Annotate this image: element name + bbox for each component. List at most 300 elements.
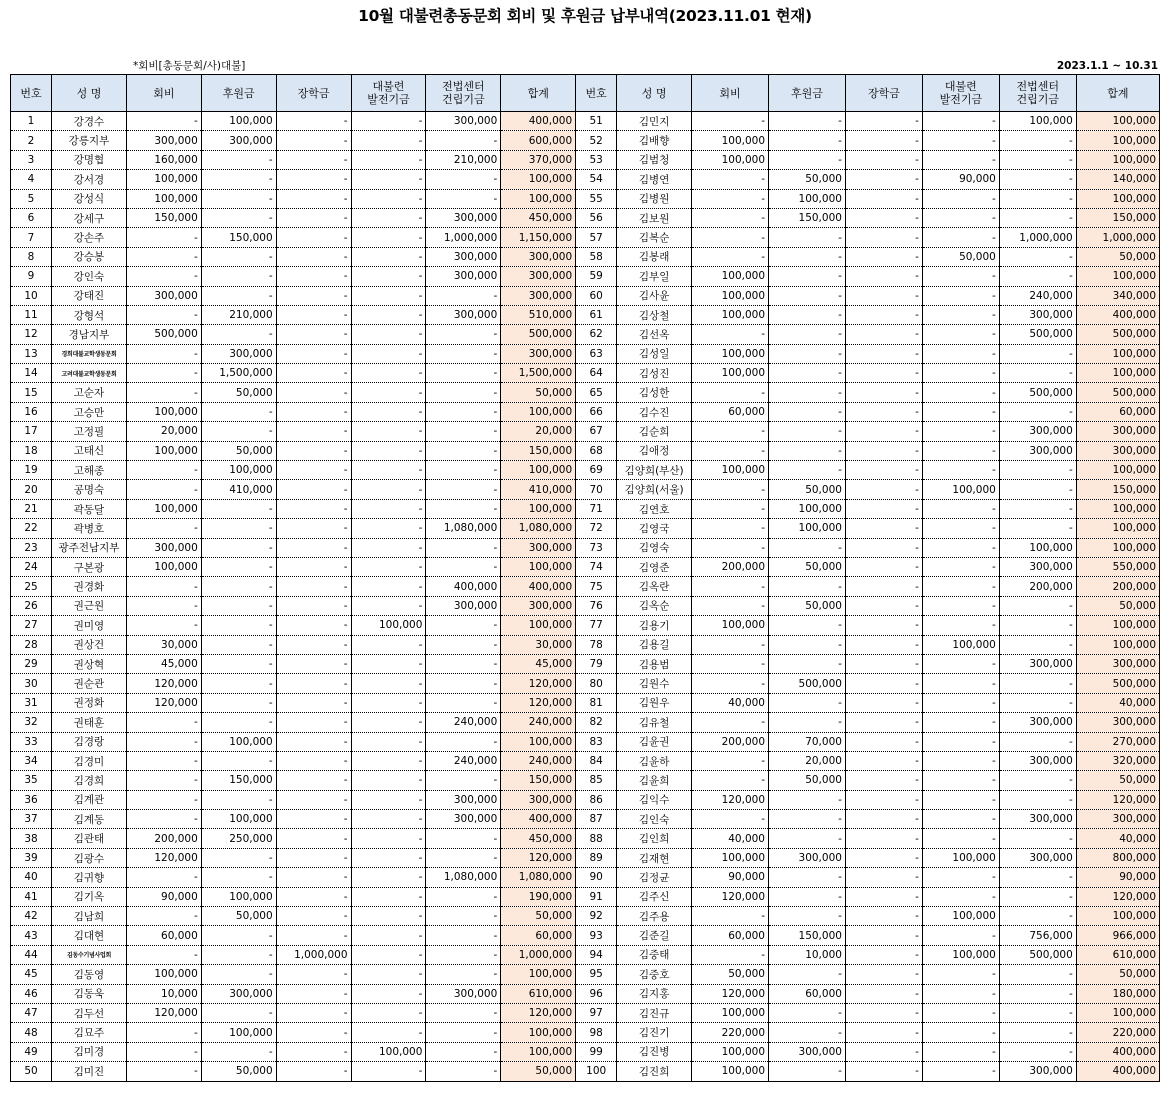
amount-cell: 100,000: [201, 1023, 276, 1042]
name-cell: 김용범: [617, 654, 692, 673]
total-cell: 400,000: [1076, 305, 1159, 324]
name-cell: 김성한: [617, 383, 692, 402]
column-header: 후원금: [201, 75, 276, 112]
amount-cell: -: [351, 868, 426, 887]
amount-cell: -: [426, 422, 501, 441]
amount-cell: -: [769, 907, 846, 926]
amount-cell: -: [845, 112, 922, 131]
total-cell: 180,000: [1076, 984, 1159, 1003]
total-cell: 100,000: [501, 1023, 576, 1042]
row-number-cell: 100: [576, 1062, 617, 1081]
row-number-cell: 56: [576, 208, 617, 227]
column-header: 합계: [1076, 75, 1159, 112]
row-number-cell: 26: [11, 596, 52, 615]
amount-cell: -: [769, 461, 846, 480]
amount-cell: -: [769, 810, 846, 829]
amount-cell: -: [276, 344, 351, 363]
total-cell: 500,000: [501, 325, 576, 344]
name-cell: 김광수: [52, 848, 127, 867]
row-number-cell: 92: [576, 907, 617, 926]
total-cell: 100,000: [1076, 364, 1159, 383]
amount-cell: -: [351, 208, 426, 227]
name-cell: 김보원: [617, 208, 692, 227]
amount-cell: 300,000: [126, 131, 201, 150]
amount-cell: -: [351, 965, 426, 984]
amount-cell: -: [426, 131, 501, 150]
amount-cell: -: [769, 228, 846, 247]
amount-cell: -: [845, 286, 922, 305]
amount-cell: 120,000: [126, 674, 201, 693]
total-cell: 400,000: [1076, 1042, 1159, 1061]
amount-cell: -: [351, 810, 426, 829]
amount-cell: 150,000: [769, 208, 846, 227]
amount-cell: -: [201, 286, 276, 305]
row-number-cell: 52: [576, 131, 617, 150]
column-header: 전법센터 건립기금: [426, 75, 501, 112]
row-number-cell: 23: [11, 538, 52, 557]
row-number-cell: 95: [576, 965, 617, 984]
amount-cell: -: [426, 945, 501, 964]
column-header: 성 명: [52, 75, 127, 112]
row-number-cell: 66: [576, 402, 617, 421]
name-cell: 경희대불교학생동문회: [52, 344, 127, 363]
amount-cell: 100,000: [201, 461, 276, 480]
row-number-cell: 40: [11, 868, 52, 887]
row-number-cell: 71: [576, 499, 617, 518]
amount-cell: -: [426, 907, 501, 926]
amount-cell: 240,000: [426, 713, 501, 732]
total-cell: 190,000: [501, 887, 576, 906]
amount-cell: -: [201, 150, 276, 169]
amount-cell: -: [845, 1003, 922, 1022]
amount-cell: -: [692, 441, 769, 460]
amount-cell: -: [845, 170, 922, 189]
amount-cell: -: [999, 344, 1076, 363]
amount-cell: -: [201, 1042, 276, 1061]
amount-cell: -: [845, 868, 922, 887]
row-number-cell: 7: [11, 228, 52, 247]
amount-cell: -: [201, 965, 276, 984]
amount-cell: 100,000: [999, 538, 1076, 557]
amount-cell: 150,000: [769, 926, 846, 945]
amount-cell: -: [999, 1042, 1076, 1061]
amount-cell: -: [351, 131, 426, 150]
amount-cell: -: [845, 131, 922, 150]
amount-cell: -: [426, 461, 501, 480]
amount-cell: -: [999, 170, 1076, 189]
amount-cell: -: [276, 887, 351, 906]
amount-cell: -: [845, 577, 922, 596]
amount-cell: -: [126, 228, 201, 247]
column-header: 회비: [692, 75, 769, 112]
amount-cell: -: [922, 693, 999, 712]
amount-cell: 10,000: [769, 945, 846, 964]
amount-cell: -: [922, 499, 999, 518]
table-row: [11, 868, 1160, 887]
total-cell: 1,500,000: [501, 364, 576, 383]
amount-cell: -: [351, 519, 426, 538]
amount-cell: -: [276, 208, 351, 227]
amount-cell: 400,000: [426, 577, 501, 596]
amount-cell: -: [845, 926, 922, 945]
name-cell: 김선옥: [617, 325, 692, 344]
total-cell: 100,000: [1076, 616, 1159, 635]
amount-cell: -: [126, 247, 201, 266]
amount-cell: -: [276, 868, 351, 887]
amount-cell: 100,000: [692, 1042, 769, 1061]
amount-cell: -: [426, 635, 501, 654]
amount-cell: -: [201, 596, 276, 615]
amount-cell: -: [426, 829, 501, 848]
row-number-cell: 85: [576, 771, 617, 790]
table-row: [11, 751, 1160, 770]
amount-cell: 300,000: [999, 654, 1076, 673]
amount-cell: -: [999, 402, 1076, 421]
total-cell: 100,000: [1076, 131, 1159, 150]
amount-cell: -: [126, 364, 201, 383]
amount-cell: 100,000: [922, 907, 999, 926]
table-row: [11, 1023, 1160, 1042]
amount-cell: -: [426, 887, 501, 906]
amount-cell: 300,000: [126, 538, 201, 557]
amount-cell: 100,000: [922, 480, 999, 499]
amount-cell: 60,000: [769, 984, 846, 1003]
amount-cell: -: [922, 965, 999, 984]
amount-cell: -: [999, 829, 1076, 848]
amount-cell: 100,000: [692, 131, 769, 150]
name-cell: 김용기: [617, 616, 692, 635]
name-cell: 김진규: [617, 1003, 692, 1022]
amount-cell: -: [692, 771, 769, 790]
amount-cell: -: [276, 247, 351, 266]
amount-cell: -: [845, 965, 922, 984]
amount-cell: -: [351, 305, 426, 324]
amount-cell: -: [201, 751, 276, 770]
table-row: [11, 945, 1160, 964]
amount-cell: -: [351, 674, 426, 693]
row-number-cell: 22: [11, 519, 52, 538]
amount-cell: 100,000: [201, 732, 276, 751]
name-cell: 김중호: [617, 965, 692, 984]
name-cell: 김윤희: [617, 771, 692, 790]
total-cell: 120,000: [1076, 887, 1159, 906]
table-row: [11, 965, 1160, 984]
amount-cell: -: [999, 674, 1076, 693]
row-number-cell: 99: [576, 1042, 617, 1061]
amount-cell: 100,000: [692, 848, 769, 867]
amount-cell: 1,000,000: [426, 228, 501, 247]
amount-cell: -: [351, 1003, 426, 1022]
amount-cell: -: [845, 480, 922, 499]
amount-cell: -: [922, 616, 999, 635]
name-cell: 김원우: [617, 693, 692, 712]
amount-cell: -: [922, 810, 999, 829]
row-number-cell: 63: [576, 344, 617, 363]
total-cell: 1,080,000: [501, 519, 576, 538]
amount-cell: -: [126, 577, 201, 596]
amount-cell: -: [201, 189, 276, 208]
amount-cell: -: [276, 577, 351, 596]
amount-cell: -: [692, 383, 769, 402]
amount-cell: -: [769, 538, 846, 557]
amount-cell: 100,000: [126, 965, 201, 984]
amount-cell: -: [922, 887, 999, 906]
amount-cell: 90,000: [922, 170, 999, 189]
amount-cell: -: [276, 305, 351, 324]
total-cell: 100,000: [1076, 112, 1159, 131]
amount-cell: -: [201, 499, 276, 518]
amount-cell: -: [769, 693, 846, 712]
amount-cell: 500,000: [999, 383, 1076, 402]
header-row: [11, 75, 1160, 112]
amount-cell: 100,000: [126, 557, 201, 576]
amount-cell: -: [845, 674, 922, 693]
amount-cell: -: [351, 402, 426, 421]
amount-cell: -: [351, 325, 426, 344]
amount-cell: -: [999, 887, 1076, 906]
row-number-cell: 24: [11, 557, 52, 576]
amount-cell: -: [276, 480, 351, 499]
table-row: [11, 538, 1160, 557]
amount-cell: 50,000: [692, 965, 769, 984]
amount-cell: -: [692, 751, 769, 770]
total-cell: 100,000: [1076, 519, 1159, 538]
row-number-cell: 82: [576, 713, 617, 732]
table-header: [11, 75, 1160, 112]
total-cell: 300,000: [1076, 654, 1159, 673]
amount-cell: -: [126, 383, 201, 402]
total-cell: 150,000: [501, 441, 576, 460]
amount-cell: -: [351, 286, 426, 305]
amount-cell: -: [351, 635, 426, 654]
amount-cell: -: [845, 790, 922, 809]
amount-cell: -: [351, 170, 426, 189]
amount-cell: -: [201, 790, 276, 809]
total-cell: 300,000: [1076, 422, 1159, 441]
amount-cell: -: [692, 228, 769, 247]
total-cell: 150,000: [501, 771, 576, 790]
amount-cell: 300,000: [999, 305, 1076, 324]
amount-cell: -: [426, 364, 501, 383]
table-row: [11, 848, 1160, 867]
amount-cell: 45,000: [126, 654, 201, 673]
table-row: [11, 286, 1160, 305]
amount-cell: -: [692, 112, 769, 131]
amount-cell: -: [922, 1023, 999, 1042]
total-cell: 150,000: [1076, 208, 1159, 227]
amount-cell: 90,000: [126, 887, 201, 906]
name-cell: 김준길: [617, 926, 692, 945]
amount-cell: -: [999, 189, 1076, 208]
row-number-cell: 12: [11, 325, 52, 344]
name-cell: 김귀향: [52, 868, 127, 887]
amount-cell: -: [351, 441, 426, 460]
name-cell: 김유철: [617, 713, 692, 732]
amount-cell: -: [351, 538, 426, 557]
amount-cell: 120,000: [126, 1003, 201, 1022]
amount-cell: -: [845, 751, 922, 770]
row-number-cell: 53: [576, 150, 617, 169]
amount-cell: -: [276, 461, 351, 480]
amount-cell: 50,000: [201, 907, 276, 926]
row-number-cell: 74: [576, 557, 617, 576]
table-row: [11, 441, 1160, 460]
row-number-cell: 43: [11, 926, 52, 945]
amount-cell: -: [845, 422, 922, 441]
total-cell: 300,000: [501, 267, 576, 286]
table-row: [11, 810, 1160, 829]
row-number-cell: 97: [576, 1003, 617, 1022]
amount-cell: -: [769, 131, 846, 150]
amount-cell: -: [426, 286, 501, 305]
amount-cell: -: [426, 732, 501, 751]
total-cell: 450,000: [501, 829, 576, 848]
table-row: [11, 732, 1160, 751]
row-number-cell: 45: [11, 965, 52, 984]
amount-cell: -: [276, 441, 351, 460]
amount-cell: -: [922, 364, 999, 383]
amount-cell: -: [922, 441, 999, 460]
total-cell: 500,000: [1076, 383, 1159, 402]
name-cell: 김옥순: [617, 596, 692, 615]
row-number-cell: 4: [11, 170, 52, 189]
row-number-cell: 14: [11, 364, 52, 383]
amount-cell: -: [126, 713, 201, 732]
amount-cell: 500,000: [999, 945, 1076, 964]
amount-cell: -: [999, 596, 1076, 615]
amount-cell: -: [999, 1003, 1076, 1022]
table-row: [11, 112, 1160, 131]
table-row: [11, 887, 1160, 906]
amount-cell: 100,000: [126, 189, 201, 208]
total-cell: 100,000: [1076, 499, 1159, 518]
amount-cell: -: [999, 519, 1076, 538]
column-header: 성 명: [617, 75, 692, 112]
column-header: 회비: [126, 75, 201, 112]
total-cell: 150,000: [1076, 480, 1159, 499]
name-cell: 강인숙: [52, 267, 127, 286]
amount-cell: 60,000: [126, 926, 201, 945]
name-cell: 김동수기념사업회: [52, 945, 127, 964]
row-number-cell: 69: [576, 461, 617, 480]
amount-cell: -: [351, 984, 426, 1003]
name-cell: 김애정: [617, 441, 692, 460]
payment-table: [10, 74, 1160, 1082]
name-cell: 고태신: [52, 441, 127, 460]
amount-cell: 300,000: [999, 422, 1076, 441]
amount-cell: -: [126, 945, 201, 964]
name-cell: 강승봉: [52, 247, 127, 266]
row-number-cell: 98: [576, 1023, 617, 1042]
amount-cell: 50,000: [769, 557, 846, 576]
amount-cell: 50,000: [769, 170, 846, 189]
total-cell: 100,000: [501, 557, 576, 576]
name-cell: 김미경: [52, 1042, 127, 1061]
amount-cell: -: [276, 693, 351, 712]
amount-cell: -: [845, 228, 922, 247]
amount-cell: 500,000: [999, 325, 1076, 344]
amount-cell: 100,000: [922, 848, 999, 867]
amount-cell: -: [692, 907, 769, 926]
name-cell: 김상철: [617, 305, 692, 324]
amount-cell: -: [769, 635, 846, 654]
amount-cell: -: [351, 713, 426, 732]
total-cell: 510,000: [501, 305, 576, 324]
column-header: 번호: [11, 75, 52, 112]
table-row: [11, 364, 1160, 383]
amount-cell: -: [426, 170, 501, 189]
amount-cell: -: [426, 383, 501, 402]
name-cell: 김경희: [52, 771, 127, 790]
total-cell: 100,000: [501, 965, 576, 984]
amount-cell: -: [845, 189, 922, 208]
row-number-cell: 87: [576, 810, 617, 829]
amount-cell: 100,000: [692, 305, 769, 324]
total-cell: 400,000: [501, 810, 576, 829]
amount-cell: -: [922, 286, 999, 305]
amount-cell: 40,000: [692, 693, 769, 712]
period-label: 2023.1.1 ~ 10.31: [1056, 60, 1158, 72]
column-header: 번호: [576, 75, 617, 112]
amount-cell: -: [201, 635, 276, 654]
amount-cell: -: [845, 693, 922, 712]
column-header: 대불련 발전기금: [922, 75, 999, 112]
amount-cell: -: [276, 228, 351, 247]
table-row: [11, 771, 1160, 790]
amount-cell: -: [769, 112, 846, 131]
amount-cell: 100,000: [692, 616, 769, 635]
total-cell: 100,000: [501, 170, 576, 189]
name-cell: 곽동달: [52, 499, 127, 518]
table-row: [11, 267, 1160, 286]
amount-cell: -: [692, 810, 769, 829]
amount-cell: -: [276, 674, 351, 693]
total-cell: 400,000: [501, 112, 576, 131]
amount-cell: 60,000: [692, 926, 769, 945]
total-cell: 100,000: [1076, 1003, 1159, 1022]
name-cell: 권태훈: [52, 713, 127, 732]
row-number-cell: 47: [11, 1003, 52, 1022]
amount-cell: -: [845, 325, 922, 344]
amount-cell: -: [922, 596, 999, 615]
amount-cell: 150,000: [201, 228, 276, 247]
amount-cell: -: [426, 1003, 501, 1022]
row-number-cell: 57: [576, 228, 617, 247]
amount-cell: 210,000: [426, 150, 501, 169]
row-number-cell: 29: [11, 654, 52, 673]
name-cell: 김범청: [617, 150, 692, 169]
amount-cell: -: [922, 1003, 999, 1022]
name-cell: 김정균: [617, 868, 692, 887]
table-row: [11, 577, 1160, 596]
table-row: [11, 344, 1160, 363]
amount-cell: -: [426, 674, 501, 693]
row-number-cell: 90: [576, 868, 617, 887]
amount-cell: -: [922, 112, 999, 131]
total-cell: 400,000: [1076, 1062, 1159, 1081]
amount-cell: -: [845, 557, 922, 576]
amount-cell: 240,000: [426, 751, 501, 770]
row-number-cell: 41: [11, 887, 52, 906]
name-cell: 김복순: [617, 228, 692, 247]
row-number-cell: 58: [576, 247, 617, 266]
amount-cell: 100,000: [769, 499, 846, 518]
total-cell: 100,000: [501, 499, 576, 518]
name-cell: 강명협: [52, 150, 127, 169]
name-cell: 고정필: [52, 422, 127, 441]
amount-cell: -: [845, 344, 922, 363]
amount-cell: -: [201, 868, 276, 887]
